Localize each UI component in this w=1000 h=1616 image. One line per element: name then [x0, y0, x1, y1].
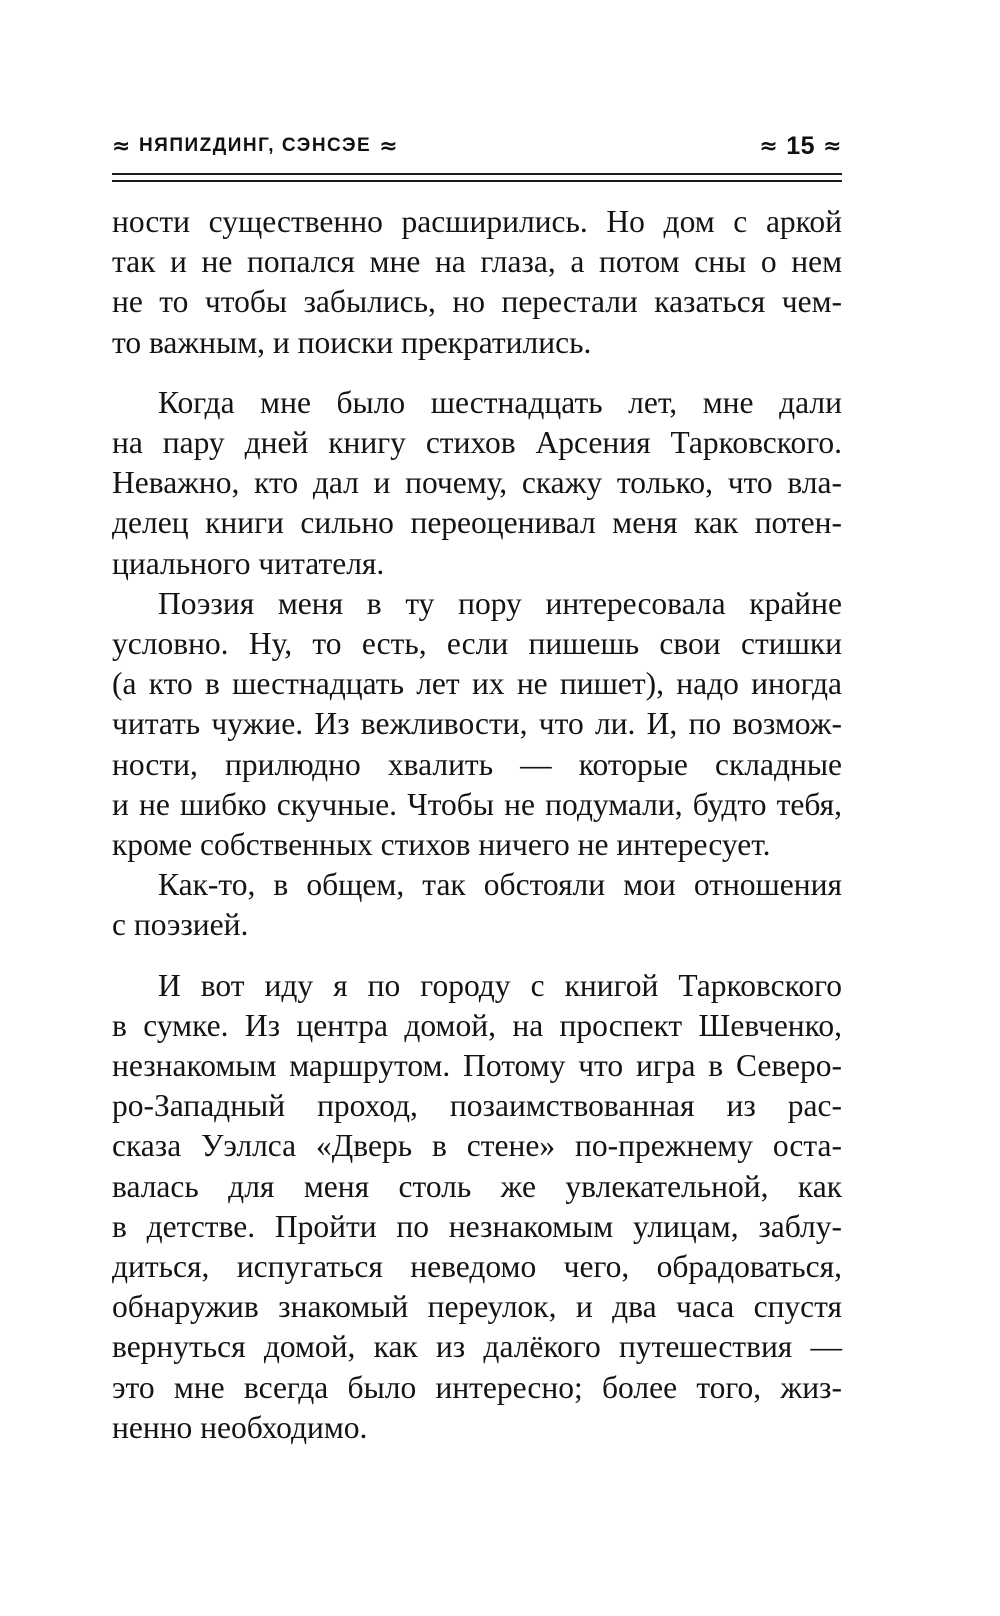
text-line: ности, прилюдно хвалить — которые складные	[112, 746, 842, 782]
text-line: в сумке. Из центра домой, на проспект Шевченко,	[112, 1007, 842, 1043]
running-header	[112, 126, 842, 166]
text-line: на пару дней книгу стихов Арсения Тарковского.	[112, 425, 842, 461]
tilde-ornament-icon: ≈	[823, 133, 842, 159]
text-line: ности существенно расширились. Но дом с аркой	[112, 204, 842, 239]
text-line: (а кто в шестнадцать лет их не пишет), надо иногда	[112, 666, 842, 702]
text-line: ненно необходимо.	[112, 1409, 368, 1445]
text-line: и не шибко скучные. Чтобы не подумали, будто тебя,	[112, 786, 842, 822]
text-line: Поэзия меня в ту пору интересовала крайне	[158, 585, 842, 621]
paragraph-1	[112, 202, 842, 363]
text-line: в детстве. Пройти по незнакомым улицам, заблу-	[112, 1208, 842, 1244]
page-number-group	[759, 132, 842, 161]
text-line: И вот иду я по городу с книгой Тарковского	[158, 967, 842, 1003]
paragraph-4	[112, 865, 842, 945]
tilde-ornament-icon: ≈	[379, 133, 399, 159]
text-line: читать чужие. Из вежливости, что ли. И, по возмож-	[112, 706, 842, 742]
text-line: валась для меня столь же увлекательной, как	[112, 1168, 842, 1204]
text-line: не то чтобы забылись, но перестали казаться чем-	[112, 284, 842, 320]
text-line: сказа Уэллса «Дверь в стене» по-прежнему оста-	[112, 1128, 842, 1164]
text-line: кроме собственных стихов ничего не интересует.	[112, 827, 771, 863]
text-line: с поэзией.	[112, 907, 249, 943]
header-rule-bottom	[112, 180, 842, 182]
text-line: делец книги сильно переоценивал меня как потен-	[112, 505, 842, 541]
text-line: циального читателя.	[112, 545, 385, 581]
text-line: Когда мне было шестнадцать лет, мне дали	[158, 384, 842, 420]
text-line: ро-Западный проход, позаимствованная из рас-	[112, 1088, 842, 1124]
paragraph-3	[112, 584, 842, 865]
text-line: обнаружив знакомый переулок, и два часа спустя	[112, 1289, 842, 1325]
header-rule-top	[112, 173, 842, 175]
text-line: Неважно, кто дал и почему, скажу только, что вла-	[112, 465, 842, 501]
running-title: НЯПИZДИНГ, СЭНСЭЕ	[138, 135, 372, 156]
paragraph-2	[112, 383, 842, 584]
text-line: незнакомым маршрутом. Потому что игра в Северо-	[112, 1048, 842, 1084]
text-line: вернуться домой, как из далёкого путешествия —	[112, 1329, 842, 1365]
tilde-ornament-icon: ≈	[759, 133, 779, 159]
running-title-group	[112, 134, 398, 159]
text-line: это мне всегда было интересно; более того, жиз-	[112, 1369, 842, 1405]
text-line: то важным, и поиски прекратились.	[112, 324, 592, 360]
text-line: условно. Ну, то есть, если пишешь свои стишки	[112, 626, 842, 662]
text-line: так и не попался мне на глаза, а потом сны о нем	[112, 244, 842, 280]
paragraph-5	[112, 966, 842, 1448]
text-line: диться, испугаться неведомо чего, обрадоваться,	[112, 1249, 842, 1285]
body-text	[112, 202, 842, 1448]
text-line: Как-то, в общем, так обстояли мои отношения	[158, 867, 842, 903]
tilde-ornament-icon: ≈	[112, 133, 131, 159]
page-number: 15	[786, 131, 816, 160]
